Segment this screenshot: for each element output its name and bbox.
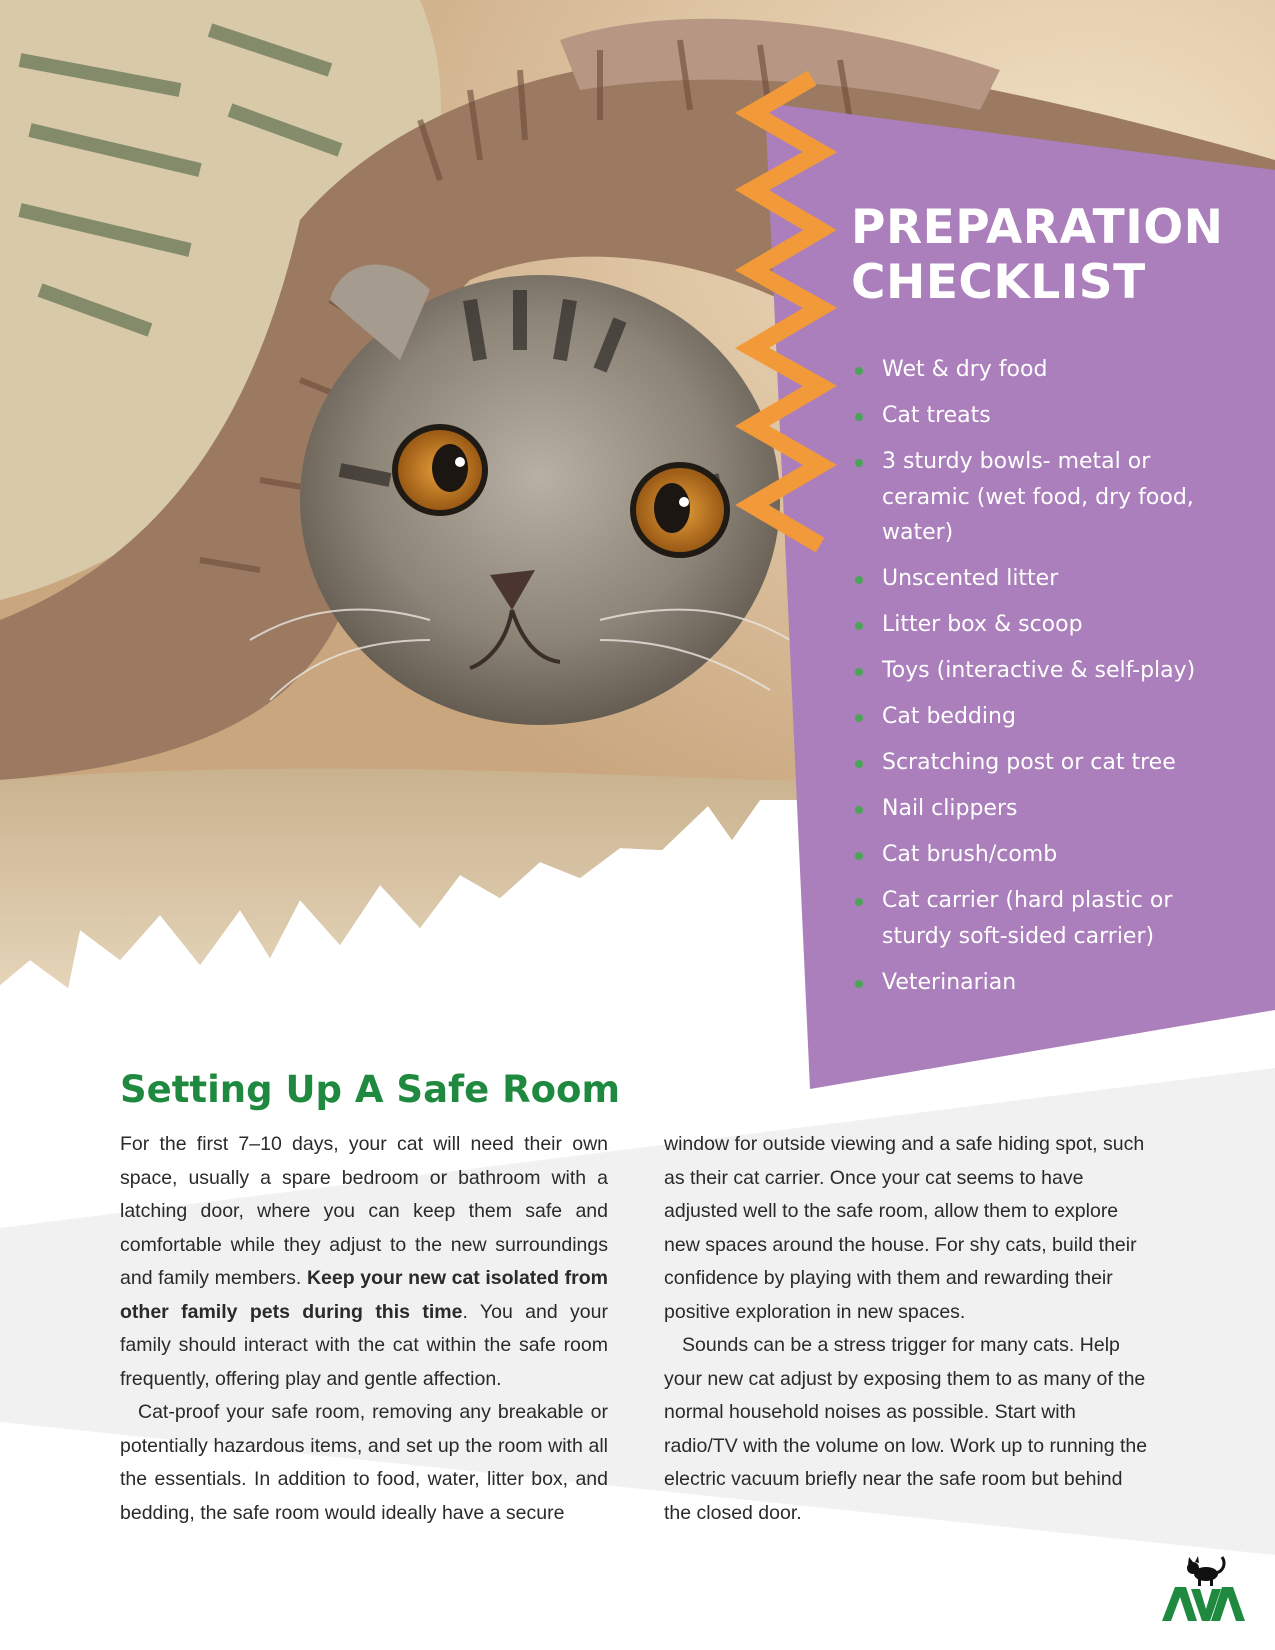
bullet-icon (855, 714, 863, 722)
article-column-left (120, 1128, 608, 1530)
checklist-item: Cat brush/comb (851, 837, 1231, 873)
section-heading: Setting Up A Safe Room (120, 1068, 621, 1111)
checklist-item: Wet & dry food (851, 352, 1231, 388)
checklist-item: 3 sturdy bowls- metal or ceramic (wet food, dry food, water) (851, 444, 1231, 551)
checklist-item: Cat carrier (hard plastic or sturdy soft-sided carrier) (851, 883, 1231, 954)
checklist-item: Litter box & scoop (851, 607, 1231, 643)
checklist-item: Scratching post or cat tree (851, 745, 1231, 781)
bullet-icon (855, 459, 863, 467)
ava-logo (1160, 1553, 1246, 1625)
checklist-item: Nail clippers (851, 791, 1231, 827)
paragraph-1: For the first 7–10 days, your cat will need their own space, usually a spare bedroom or bathroom with a latching door, where you can keep them safe and comfortable while they adjust to the new surroundings and family members. Keep your new cat isolated from other family pets during this time. You and your family should interact with the cat within the safe room frequently, offering play and gentle affection. (120, 1133, 608, 1390)
bullet-icon (855, 668, 863, 676)
checklist (851, 352, 1231, 1011)
bullet-icon (855, 413, 863, 421)
checklist-item: Cat treats (851, 398, 1231, 434)
bullet-icon (855, 367, 863, 375)
checklist-item: Veterinarian (851, 965, 1231, 1001)
article-column-right (664, 1128, 1152, 1530)
paragraph-2-continued: window for outside viewing and a safe hiding spot, such as their cat carrier. Once your cat seems to have adjusted well to the safe room, allow them to explore new spaces around the house. For shy cats, build their confidence by playing with them and rewarding their positive exploration in new spaces. (664, 1133, 1145, 1323)
bullet-icon (855, 806, 863, 814)
bullet-icon (855, 622, 863, 630)
logo-letters (1162, 1587, 1245, 1621)
checklist-item: Cat bedding (851, 699, 1231, 735)
bullet-icon (855, 852, 863, 860)
bullet-icon (855, 898, 863, 906)
checklist-title-line-2: CHECKLIST (851, 255, 1146, 310)
paragraph-3: Sounds can be a stress trigger for many cats. Help your new cat adjust by exposing them to as many of the normal household noises as possible. Start with radio/TV with the volume on low. Work up to running the electric vacuum briefly near the safe room but behind the closed door. (664, 1334, 1148, 1524)
bullet-icon (855, 576, 863, 584)
bullet-icon (855, 980, 863, 988)
checklist-item: Toys (interactive & self-play) (851, 653, 1231, 689)
emphasis-text: Keep your new cat isolated from other family pets during this time (120, 1267, 608, 1323)
bullet-icon (855, 760, 863, 768)
checklist-title-line-1: PREPARATION (851, 200, 1224, 255)
checklist-title (851, 200, 1251, 310)
checklist-item: Unscented litter (851, 561, 1231, 597)
paragraph-2: Cat-proof your safe room, removing any breakable or potentially hazardous items, and set up the room with all the essentials. In addition to food, water, litter box, and bedding, the safe room would ideally have a secure (120, 1401, 608, 1524)
cat-silhouette-icon (1187, 1556, 1224, 1586)
